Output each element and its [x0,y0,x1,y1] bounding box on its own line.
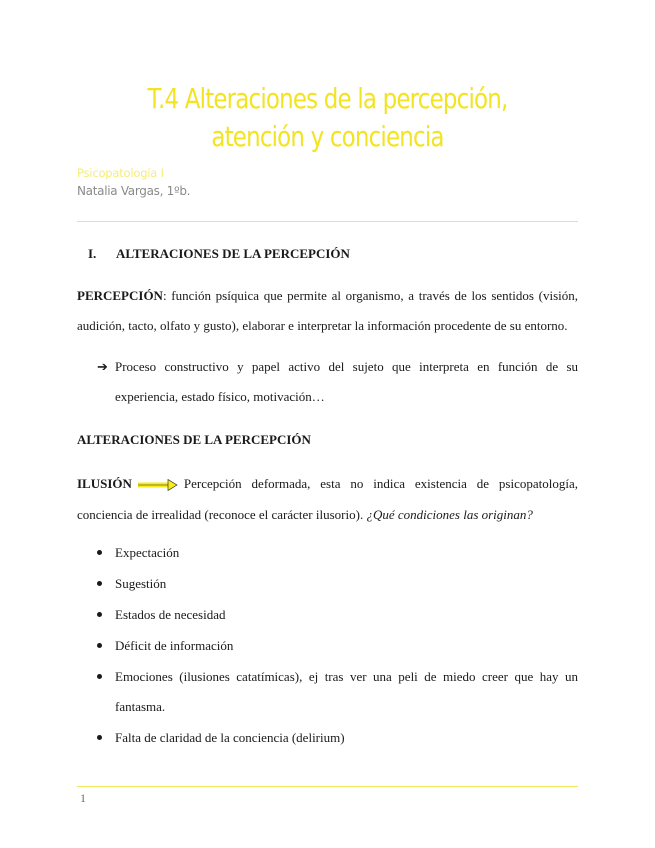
list-item: Déficit de información [97,631,578,661]
percepcion-term: PERCEPCIÓN [77,288,163,303]
list-item: Falta de claridad de la conciencia (delirium) [97,723,578,753]
arrow-point-text: Proceso constructivo y papel activo del sujeto que interpreta en función de su experiencia, estado físico, motivación… [115,359,578,404]
page-number: 1 [80,791,86,805]
percepcion-definition: : función psíquica que permite al organismo, a través de los sentidos (visión, audición, tacto, olfato y gusto), elaborar e interpretar la información procedente de su entorno. [77,288,578,333]
ilusion-paragraph [77,468,578,530]
document-author: Natalia Vargas, 1ºb. [77,184,191,198]
section-heading [88,246,350,262]
yellow-arrow-icon [138,479,178,491]
bullet-icon [97,643,102,648]
conditions-list [97,538,578,754]
bullet-icon [97,581,102,586]
bullet-icon [97,735,102,740]
percepcion-paragraph [77,281,578,341]
ilusion-question: ¿Qué condiciones las originan? [366,507,533,522]
bullet-icon [97,550,102,555]
header-divider [77,221,578,222]
bullet-icon [97,612,102,617]
document-title: T.4 Alteraciones de la percepción, atención y conciencia [147,82,508,153]
arrow-point [97,352,578,412]
footer-divider [77,786,578,787]
section-title: ALTERACIONES DE LA PERCEPCIÓN [116,246,350,261]
bullet-icon [97,674,102,679]
ilusion-term: ILUSIÓN [77,476,132,491]
document-subtitle: Psicopatología I [77,166,164,180]
list-item: Sugestión [97,569,578,599]
section-number: I. [88,246,97,261]
subheading: ALTERACIONES DE LA PERCEPCIÓN [77,432,311,447]
list-item: Estados de necesidad [97,600,578,630]
list-item: Emociones (ilusiones catatímicas), ej tras ver una peli de miedo creer que hay un fantasma. [97,662,578,722]
arrow-right-icon: ➔ [97,359,108,374]
ilusion-text: Percepción deformada, esta no indica existencia de psicopatología, conciencia de irrealidad (reconoce el carácter ilusorio). [77,476,578,522]
list-item: Expectación [97,538,578,568]
